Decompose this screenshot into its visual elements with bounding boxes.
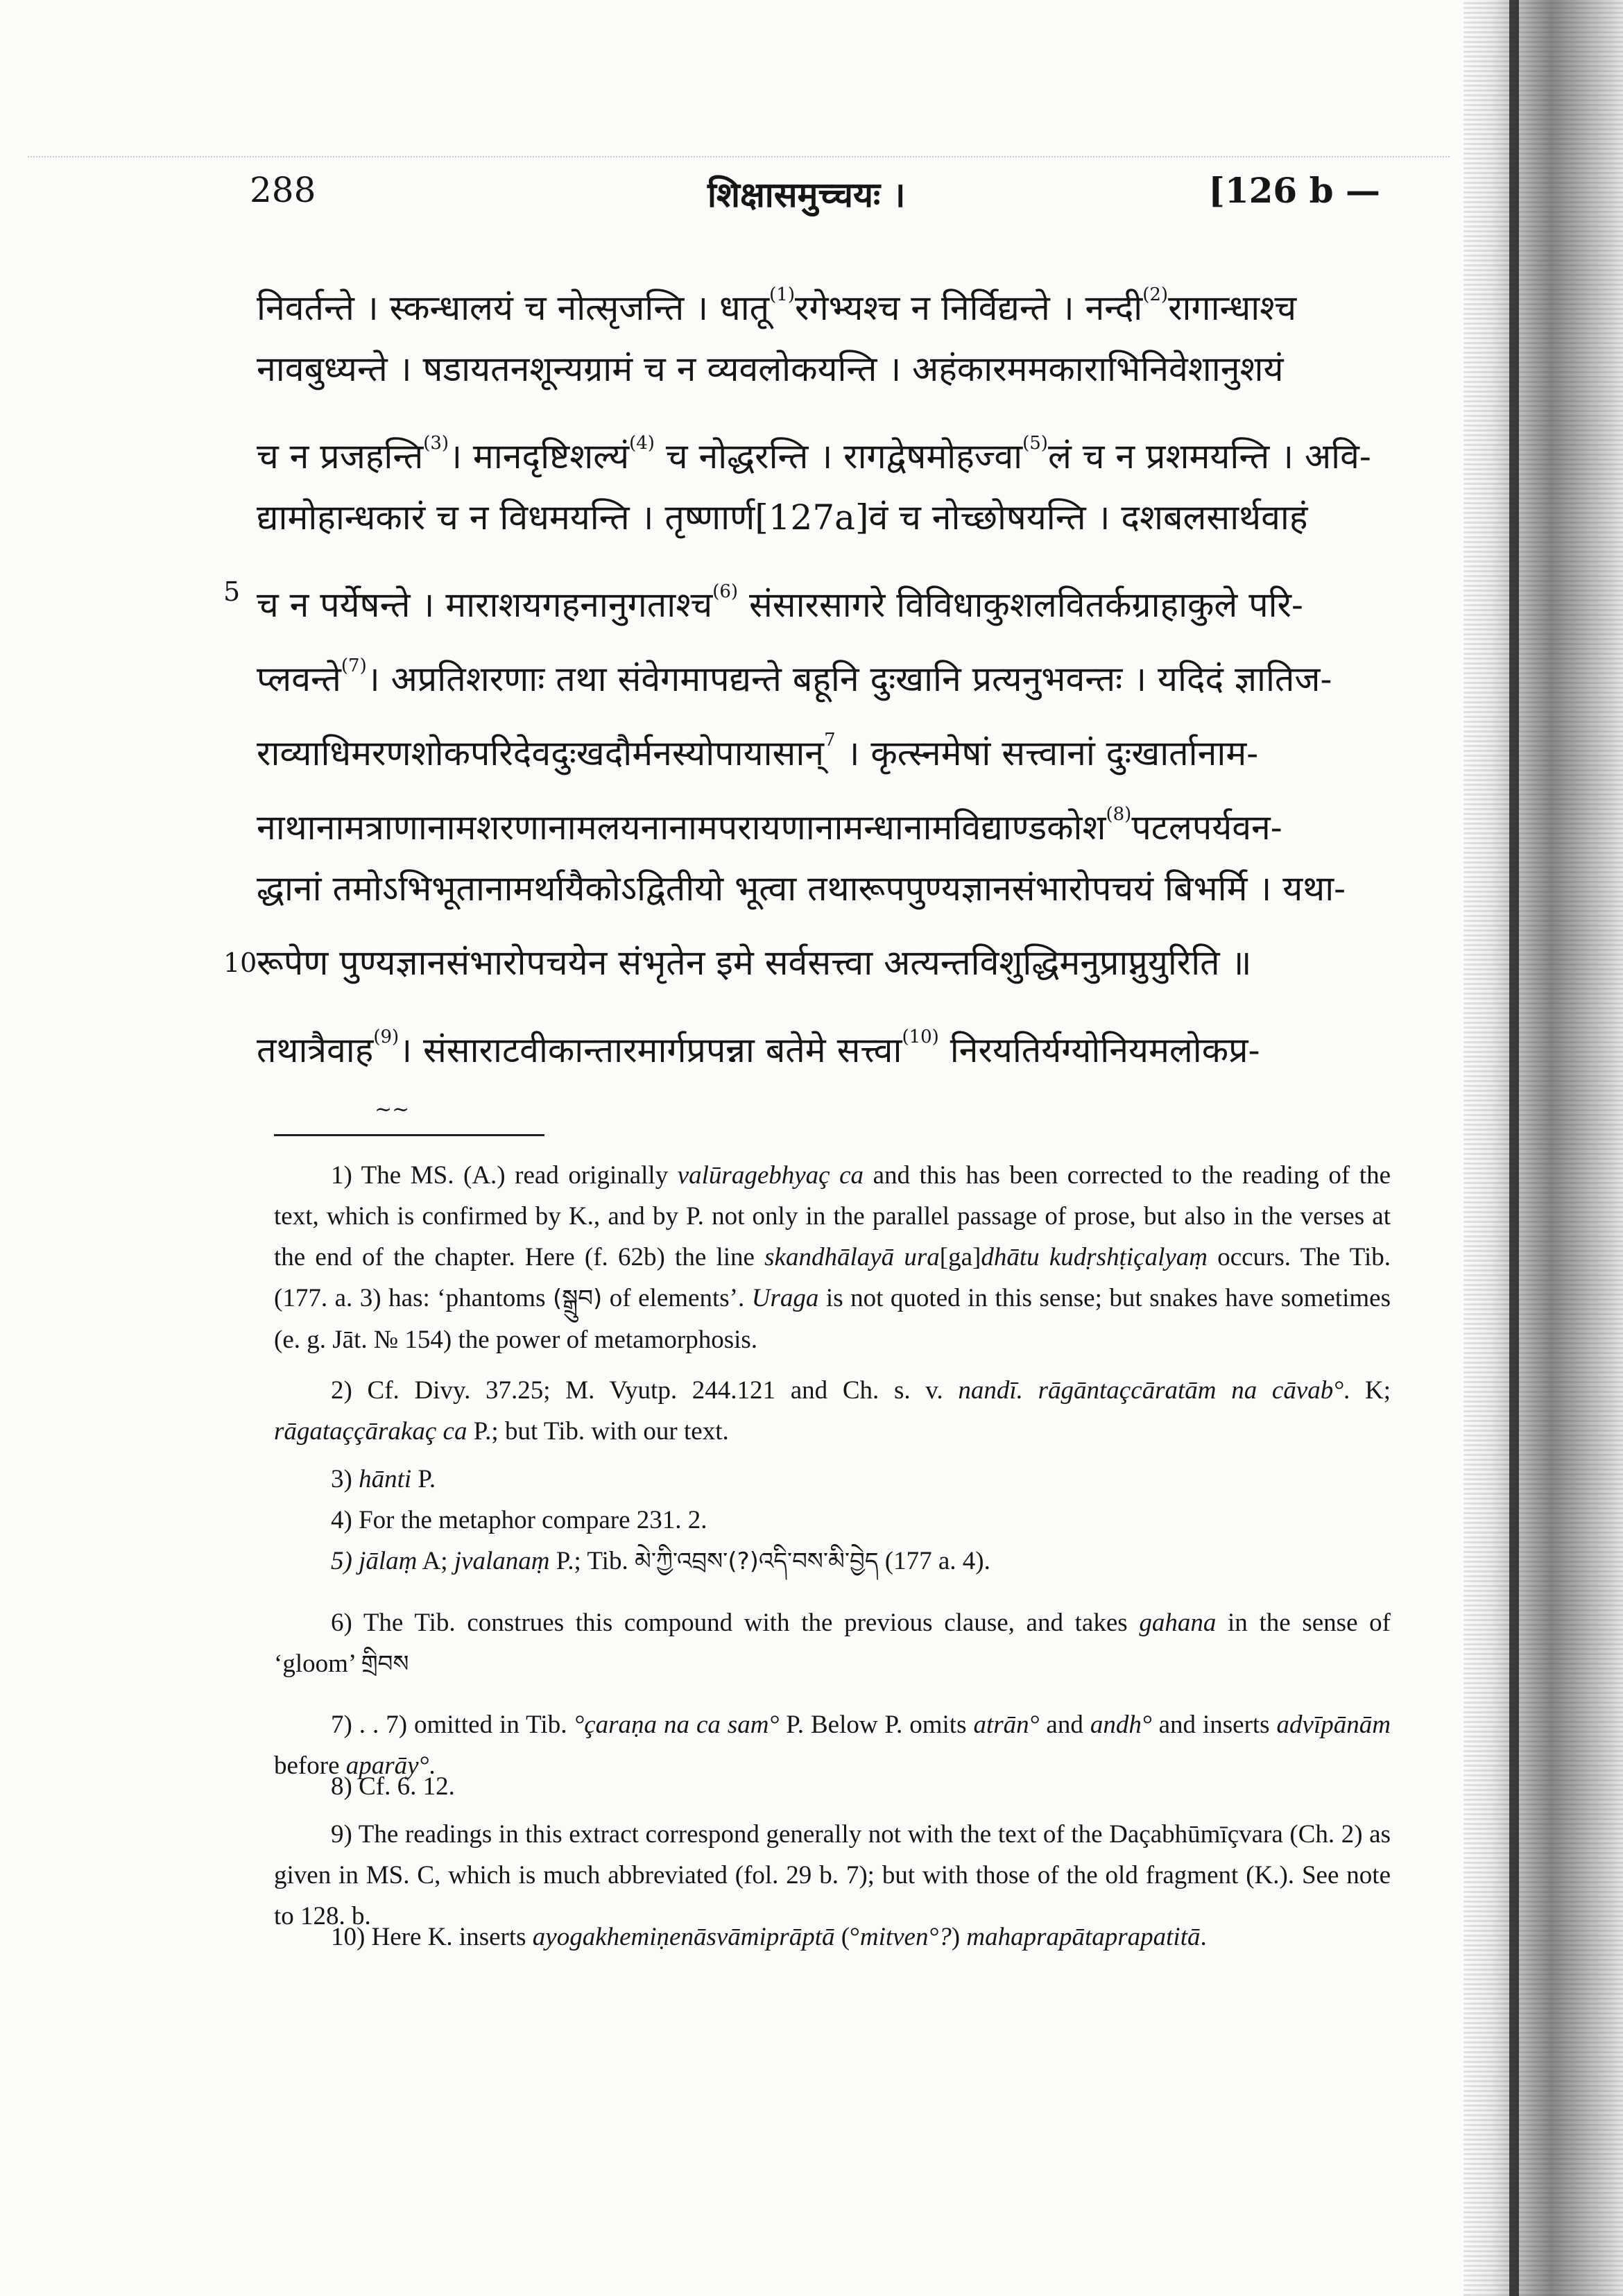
footnote-text: 7) . . 7) omitted in Tib. — [331, 1711, 574, 1739]
footnote-text: °çaraṇa na ca sam° — [574, 1711, 780, 1739]
text-segment: रूपेण पुण्यज्ञानसंभारोपचयेन संभृतेन इमे सर्वसत्त्वा अत्यन्तविशुद्धिमनुप्राप्नुयुरिति ॥ — [257, 943, 1252, 983]
scan-edge-shadow — [1463, 0, 1623, 2296]
line-number: 10 — [223, 948, 257, 978]
text-segment: तथात्रैवाह — [257, 1030, 374, 1070]
footnote-marker: (7) — [341, 656, 367, 676]
footnote-5 — [274, 1541, 1391, 1582]
footnote-text: (177 a. 4). — [878, 1547, 990, 1575]
footnote-text: valūragebhyaç ca — [677, 1161, 864, 1190]
footnote-text: (° — [834, 1923, 860, 1951]
footnote-marker: (1) — [769, 284, 796, 305]
footnote-text: and — [1039, 1711, 1090, 1739]
text-segment: । मानदृष्टिशल्यं — [449, 436, 630, 477]
text-segment: निवर्तन्ते । स्कन्धालयं च नोत्सृजन्ति । धातू — [257, 288, 770, 328]
footnote-text: 5) jālaṃ — [331, 1547, 418, 1575]
footnote-text: mahaprapātaprapatitā — [966, 1923, 1201, 1951]
footnote-separator — [274, 1134, 544, 1136]
footnote-text: 9) The readings in this extract correspond generally not with the text of the Daçabhūmīçvara (Ch. 2) as given in MS. C, which is much abbreviated (fol. 29 b. 7); but with those of the old fragment (K.). See note to 128. b. — [274, 1820, 1391, 1930]
text-segment: नावबुध्यन्ते । षडायतनशून्यग्रामं च न व्यवलोकयन्ति । अहंकारममकाराभिनिवेशानुशयं — [257, 349, 1284, 389]
footnote-text: A; — [417, 1547, 454, 1575]
footnote-text: [ga] — [939, 1243, 981, 1271]
text-segment: द्धानां तमोऽभिभूतानामर्थायैकोऽद्वितीयो भूत्वा तथारूपपुण्यज्ञानसंभारोपचयं बिभर्मि । यथा- — [257, 868, 1346, 909]
text-line — [257, 412, 1387, 488]
underline-mark: ~~ — [375, 1097, 410, 1122]
text-line — [257, 709, 1387, 785]
text-line — [257, 932, 1387, 1008]
footnote-text: occurs. The Tib. (177. a. 3) has: ‘phantoms — [274, 1243, 1391, 1312]
text-segment: संसारसागरे विविधाकुशलवितर्कग्राहाकुले परि- — [738, 585, 1303, 625]
footnote-text: 1) The MS. (A.) read originally — [331, 1161, 678, 1190]
text-segment: लं च न प्रशमयन्ति । अवि- — [1047, 436, 1371, 477]
footnote-marker: (3) — [423, 433, 449, 454]
footnote-text: 4) For the metaphor compare 231. 2. — [331, 1506, 707, 1534]
footnote-text: and inserts — [1151, 1711, 1277, 1739]
footnote-8 — [274, 1766, 1391, 1807]
footnote-text: . K; — [1343, 1376, 1391, 1405]
line-number: 5 — [223, 576, 241, 607]
text-segment: च न प्रजहन्ति — [257, 436, 424, 477]
footnote-marker: (2) — [1142, 284, 1169, 305]
text-segment: राव्याधिमरणशोकपरिदेवदुःखदौर्मनस्योपायासान् — [257, 733, 825, 773]
footnote-text: . — [429, 1751, 436, 1780]
footnote-text: skandhālayā ura — [764, 1243, 940, 1271]
footnote-10 — [274, 1917, 1391, 1957]
footnote-text: advīpānām — [1276, 1711, 1391, 1739]
footnote-text: mitven°? — [859, 1923, 952, 1951]
footnote-text: dhātu kudṛshṭiçalyaṃ — [981, 1243, 1208, 1271]
footnote-6 — [274, 1602, 1391, 1685]
text-segment: रगेभ्यश्च न निर्विद्यन्ते । नन्दी — [795, 288, 1143, 328]
text-line — [257, 1006, 1387, 1082]
footnote-text: 3) — [331, 1465, 359, 1493]
book-spine-shadow — [1509, 0, 1519, 2296]
footnote-text: atrān° — [973, 1711, 1040, 1739]
footnote-marker: (5) — [1022, 433, 1048, 454]
text-segment: । संसाराटवीकान्तारमार्गप्रपन्ना बतेमे सत्त्वा — [399, 1030, 902, 1070]
footnote-text: P. — [411, 1465, 436, 1493]
text-line — [257, 486, 1387, 563]
text-segment: । अप्रतिशरणाः तथा संवेगमापद्यन्ते बहूनि दुःखानि प्रत्यनुभवन्तः । यदिदं ज्ञातिज- — [366, 659, 1332, 699]
text-segment: रागान्धाश्च — [1168, 288, 1297, 328]
text-line — [257, 338, 1387, 414]
footnote-text: . — [1200, 1923, 1207, 1951]
tibetan-text: (སྒྲུབ) — [553, 1285, 603, 1312]
text-line — [257, 783, 1387, 859]
text-line — [257, 560, 1387, 637]
footnote-text: P. Below P. omits — [779, 1711, 974, 1739]
footnote-text: 10) Here K. inserts — [331, 1923, 533, 1951]
footnote-marker: (10) — [902, 1027, 939, 1047]
running-title: शिक्षासमुच्चयः । — [707, 174, 906, 215]
footnote-marker: (4) — [629, 433, 655, 454]
footnote-text: P.; Tib. — [549, 1547, 635, 1575]
footnote-marker: (8) — [1106, 804, 1132, 825]
footnote-text: and this has been corrected to the reading of the text, which is confirmed by K., and by P. not only in the parallel passage of prose, but also in the verses at the end of the chapter. Here (f. 62b) the line — [274, 1161, 1391, 1271]
text-line — [257, 635, 1387, 711]
footnote-text: 6) The Tib. construes this compound with the previous clause, and takes — [331, 1609, 1140, 1637]
text-segment: प्लवन्ते — [257, 659, 341, 699]
tibetan-text: མེ་ཀྱི་འབྲས་(?)འདི་བས་མི་བྱེད — [634, 1548, 879, 1575]
footnote-text: aparāy° — [345, 1751, 429, 1780]
text-segment: च न पर्येषन्ते । माराशयगहनानुगताश्च — [257, 585, 713, 625]
text-segment: । कृत्स्नमेषां सत्त्वानां दुःखार्तानाम- — [835, 733, 1259, 773]
text-segment: नाथानामत्राणानामशरणानामलयनानामपरायणानामन्धानामविद्याण्डकोश — [257, 807, 1106, 848]
footnote-2 — [274, 1370, 1391, 1452]
text-segment: पटलपर्यवन- — [1131, 807, 1282, 848]
footnote-text: Uraga — [751, 1284, 819, 1312]
footnote-text: before — [274, 1751, 346, 1780]
footnote-text: andh° — [1090, 1711, 1152, 1739]
footnote-text: ) — [951, 1923, 967, 1951]
footnote-marker: (6) — [712, 581, 739, 602]
footnote-text: rāgataççārakaç ca — [274, 1417, 467, 1446]
text-line — [257, 264, 1387, 340]
footnote-1 — [274, 1155, 1391, 1360]
footnote-text: 2) Cf. Divy. 37.25; M. Vyutp. 244.121 and Ch. s. v. — [331, 1376, 959, 1405]
footnote-text: hānti — [359, 1465, 412, 1493]
footnote-text: P.; but Tib. with our text. — [467, 1417, 729, 1446]
scan-dotted-line — [28, 156, 1450, 157]
page-number: 288 — [250, 170, 316, 210]
footnote-text: gahana — [1139, 1609, 1217, 1637]
footnote-marker: (9) — [373, 1027, 400, 1047]
section-reference: [126 b — — [1208, 170, 1380, 211]
footnote-marker: 7 — [824, 730, 836, 751]
text-segment: निरयतिर्यग्योनियमलोकप्र- — [938, 1030, 1260, 1070]
footnote-3 — [274, 1459, 1391, 1500]
text-segment: द्यामोहान्धकारं च न विधमयन्ति । तृष्णार्ण[127a]वं च नोच्छोषयन्ति । दशबलसार्थवाहं — [257, 497, 1308, 538]
footnote-text: jvalanaṃ — [454, 1547, 550, 1575]
page-header — [250, 170, 1380, 225]
footnote-text: in the sense of ‘gloom’ — [274, 1609, 1391, 1678]
footnote-4 — [274, 1500, 1391, 1541]
footnote-text: 8) Cf. 6. 12. — [331, 1772, 455, 1801]
tibetan-text: གྲིབས — [361, 1650, 409, 1678]
text-line — [257, 857, 1387, 934]
footnote-text: is not quoted in this sense; but snakes have sometimes (e. g. Jāt. № 154) the power of metamorphosis. — [274, 1284, 1391, 1354]
text-segment: च नोद्धरन्ति । रागद्वेषमोहज्वा — [654, 436, 1023, 477]
footnote-text: ayogakhemiṇenāsvāmiprāptā — [532, 1923, 835, 1951]
footnote-text: nandī. rāgāntaçcāratām na cāvab° — [958, 1376, 1344, 1405]
footnote-text: of elements’. — [602, 1284, 752, 1312]
